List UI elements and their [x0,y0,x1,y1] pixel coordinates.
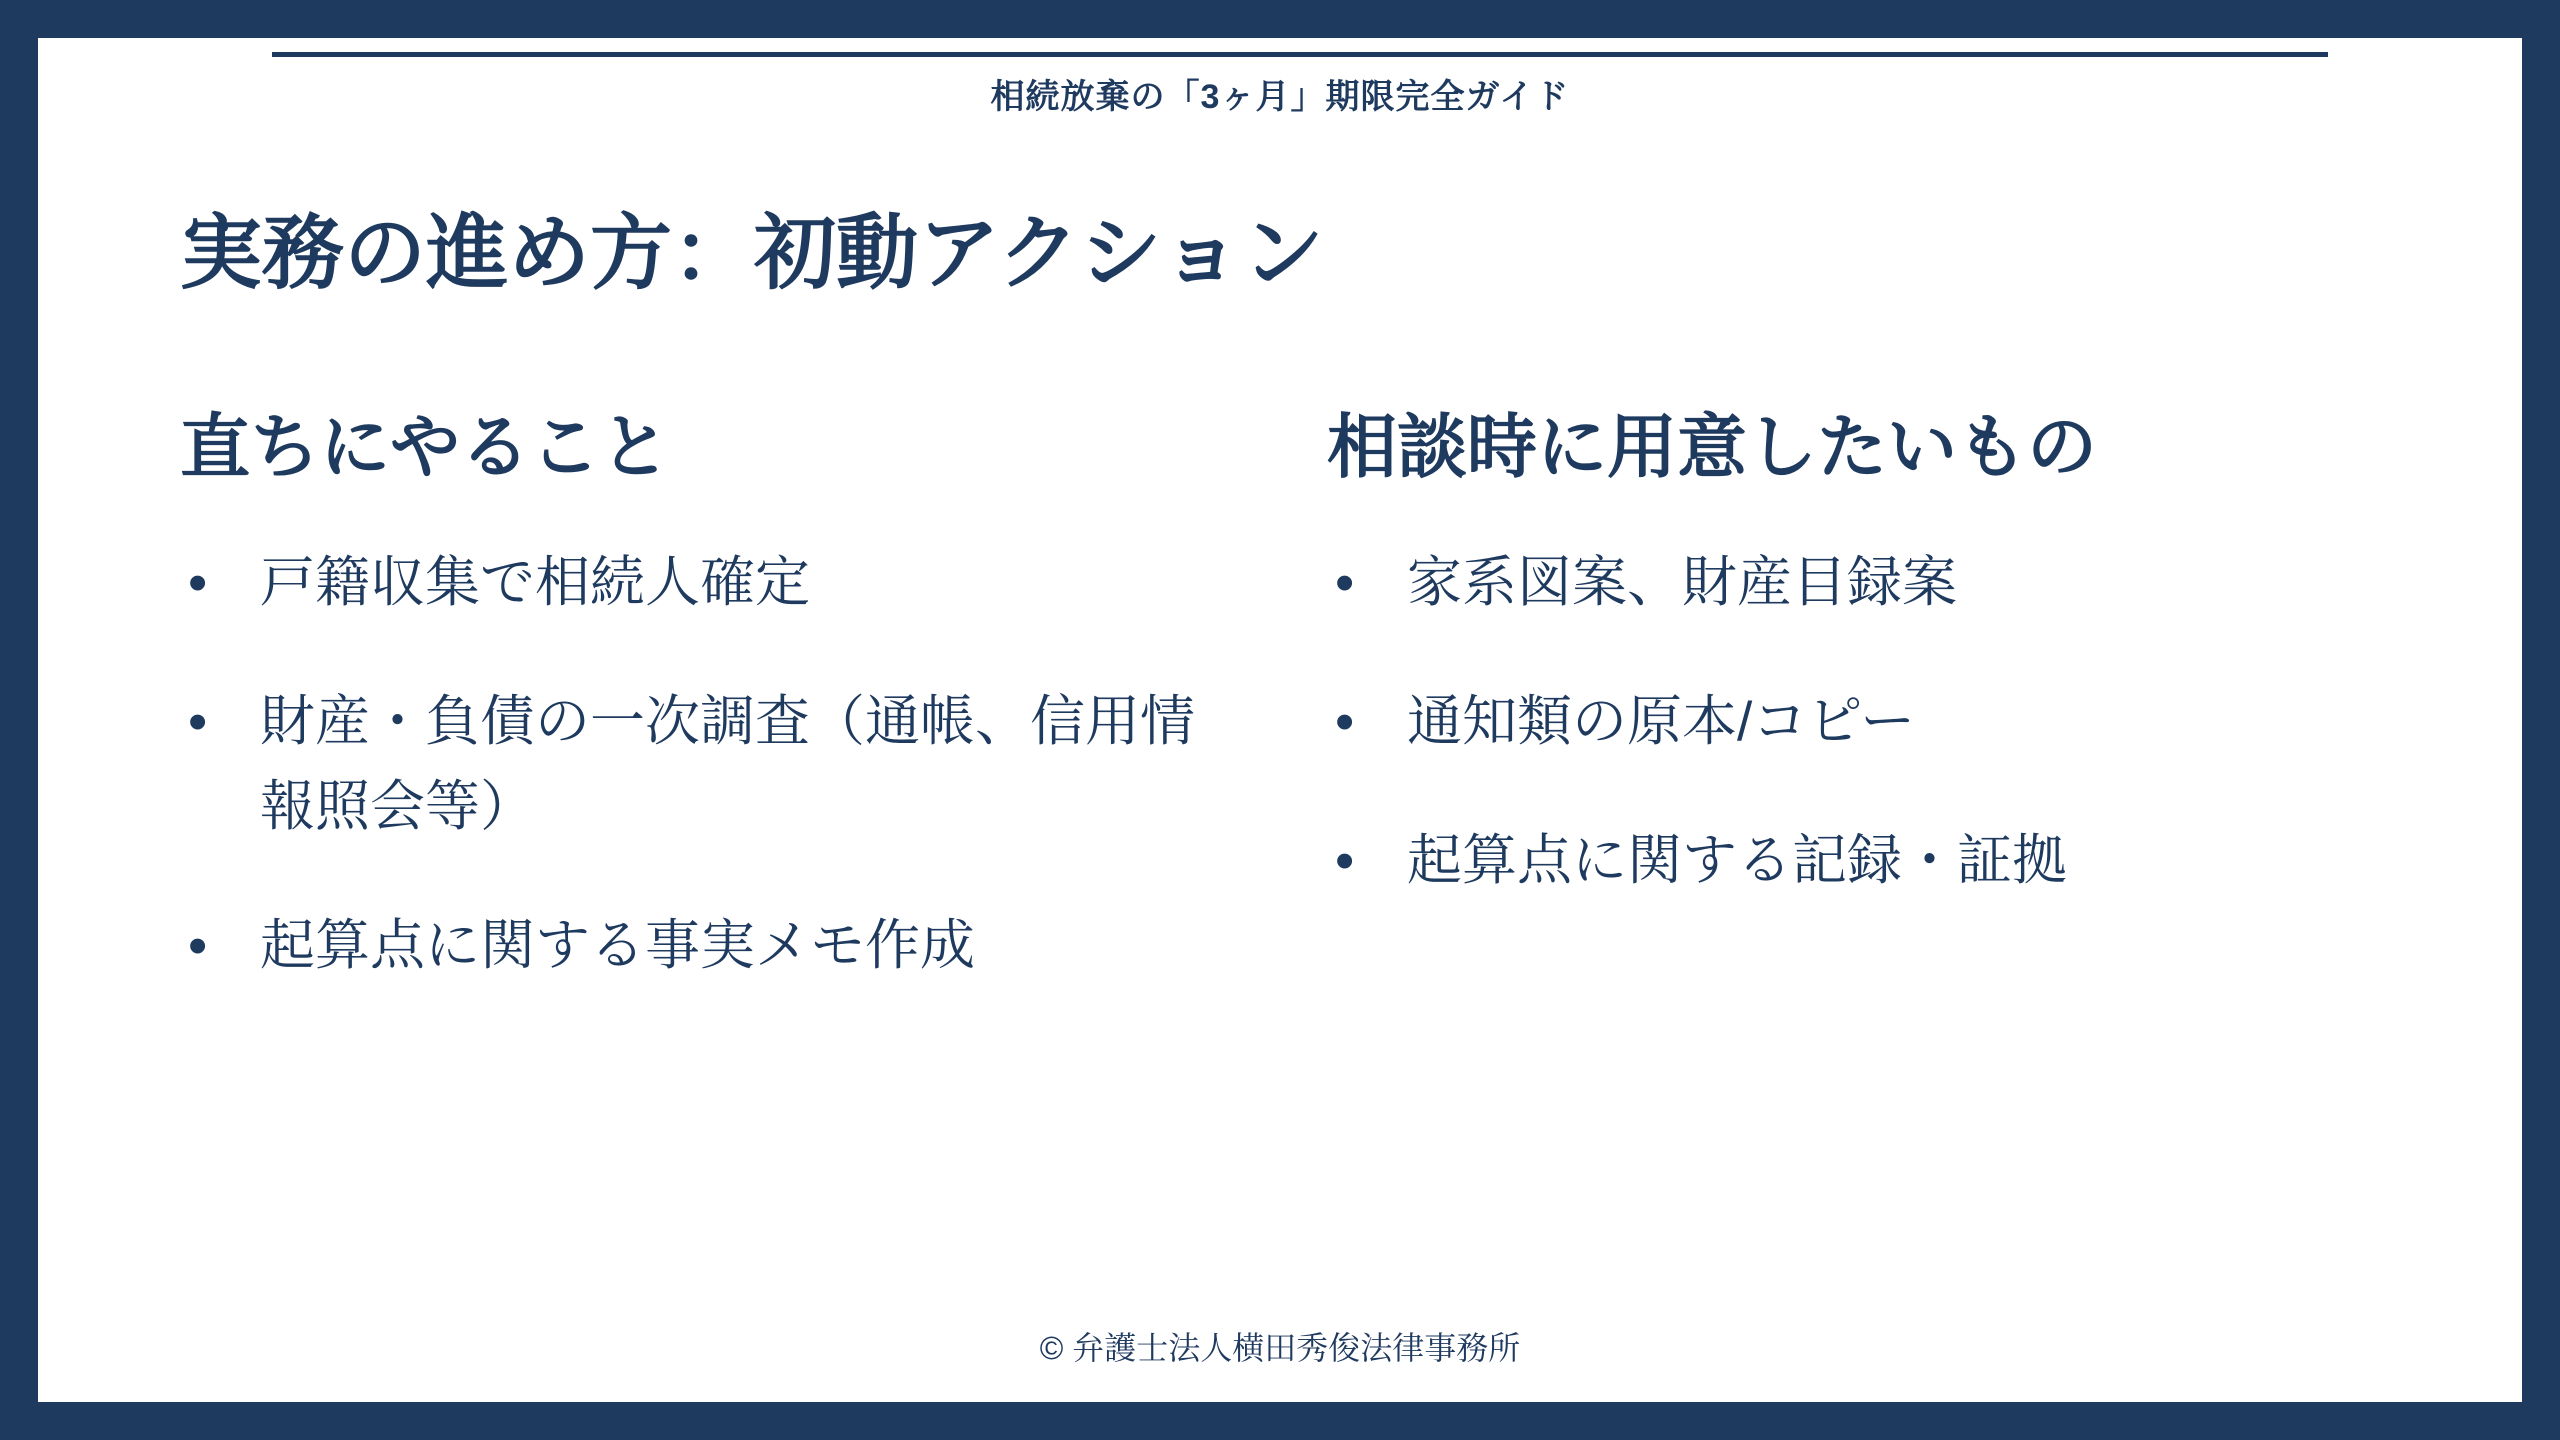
list-item-text: 戸籍収集で相続人確定 [260,551,811,613]
bullet-icon: • [188,551,208,613]
bullet-icon: • [1335,829,1355,891]
right-column-heading: 相談時に用意したいもの [1327,408,2097,486]
list-item [1327,679,2387,764]
header-divider-line [272,52,2328,57]
bullet-icon: • [1335,690,1355,752]
page-title: 実務の進め方：初動アクション [180,208,1324,299]
list-item [1327,818,2387,903]
list-item-text: 起算点に関する記録・証拠 [1407,829,2068,891]
right-column [1327,405,2387,957]
list-item [180,679,1220,849]
bullet-icon: • [188,914,208,976]
bullet-icon: • [1335,551,1355,613]
copyright-footer: © 弁護士法人横田秀俊法律事務所 [1039,1330,1521,1366]
list-item-text: 起算点に関する事実メモ作成 [260,914,976,976]
bullet-icon: • [188,690,208,752]
list-item [180,540,1220,625]
left-bullet-list [180,540,1270,988]
list-item-text: 財産・負債の一次調査（通帳、信用情報照会等） [260,690,1196,837]
right-bullet-list [1327,540,2387,903]
list-item-text: 通知類の原本/コピー [1407,690,1916,752]
left-column [180,405,1270,1042]
list-item [180,903,1220,988]
deck-title-header: 相続放棄の「3ヶ月」期限完全ガイド [990,78,1570,116]
left-column-heading: 直ちにやること [180,408,670,486]
list-item [1327,540,2387,625]
list-item-text: 家系図案、財産目録案 [1407,551,1958,613]
